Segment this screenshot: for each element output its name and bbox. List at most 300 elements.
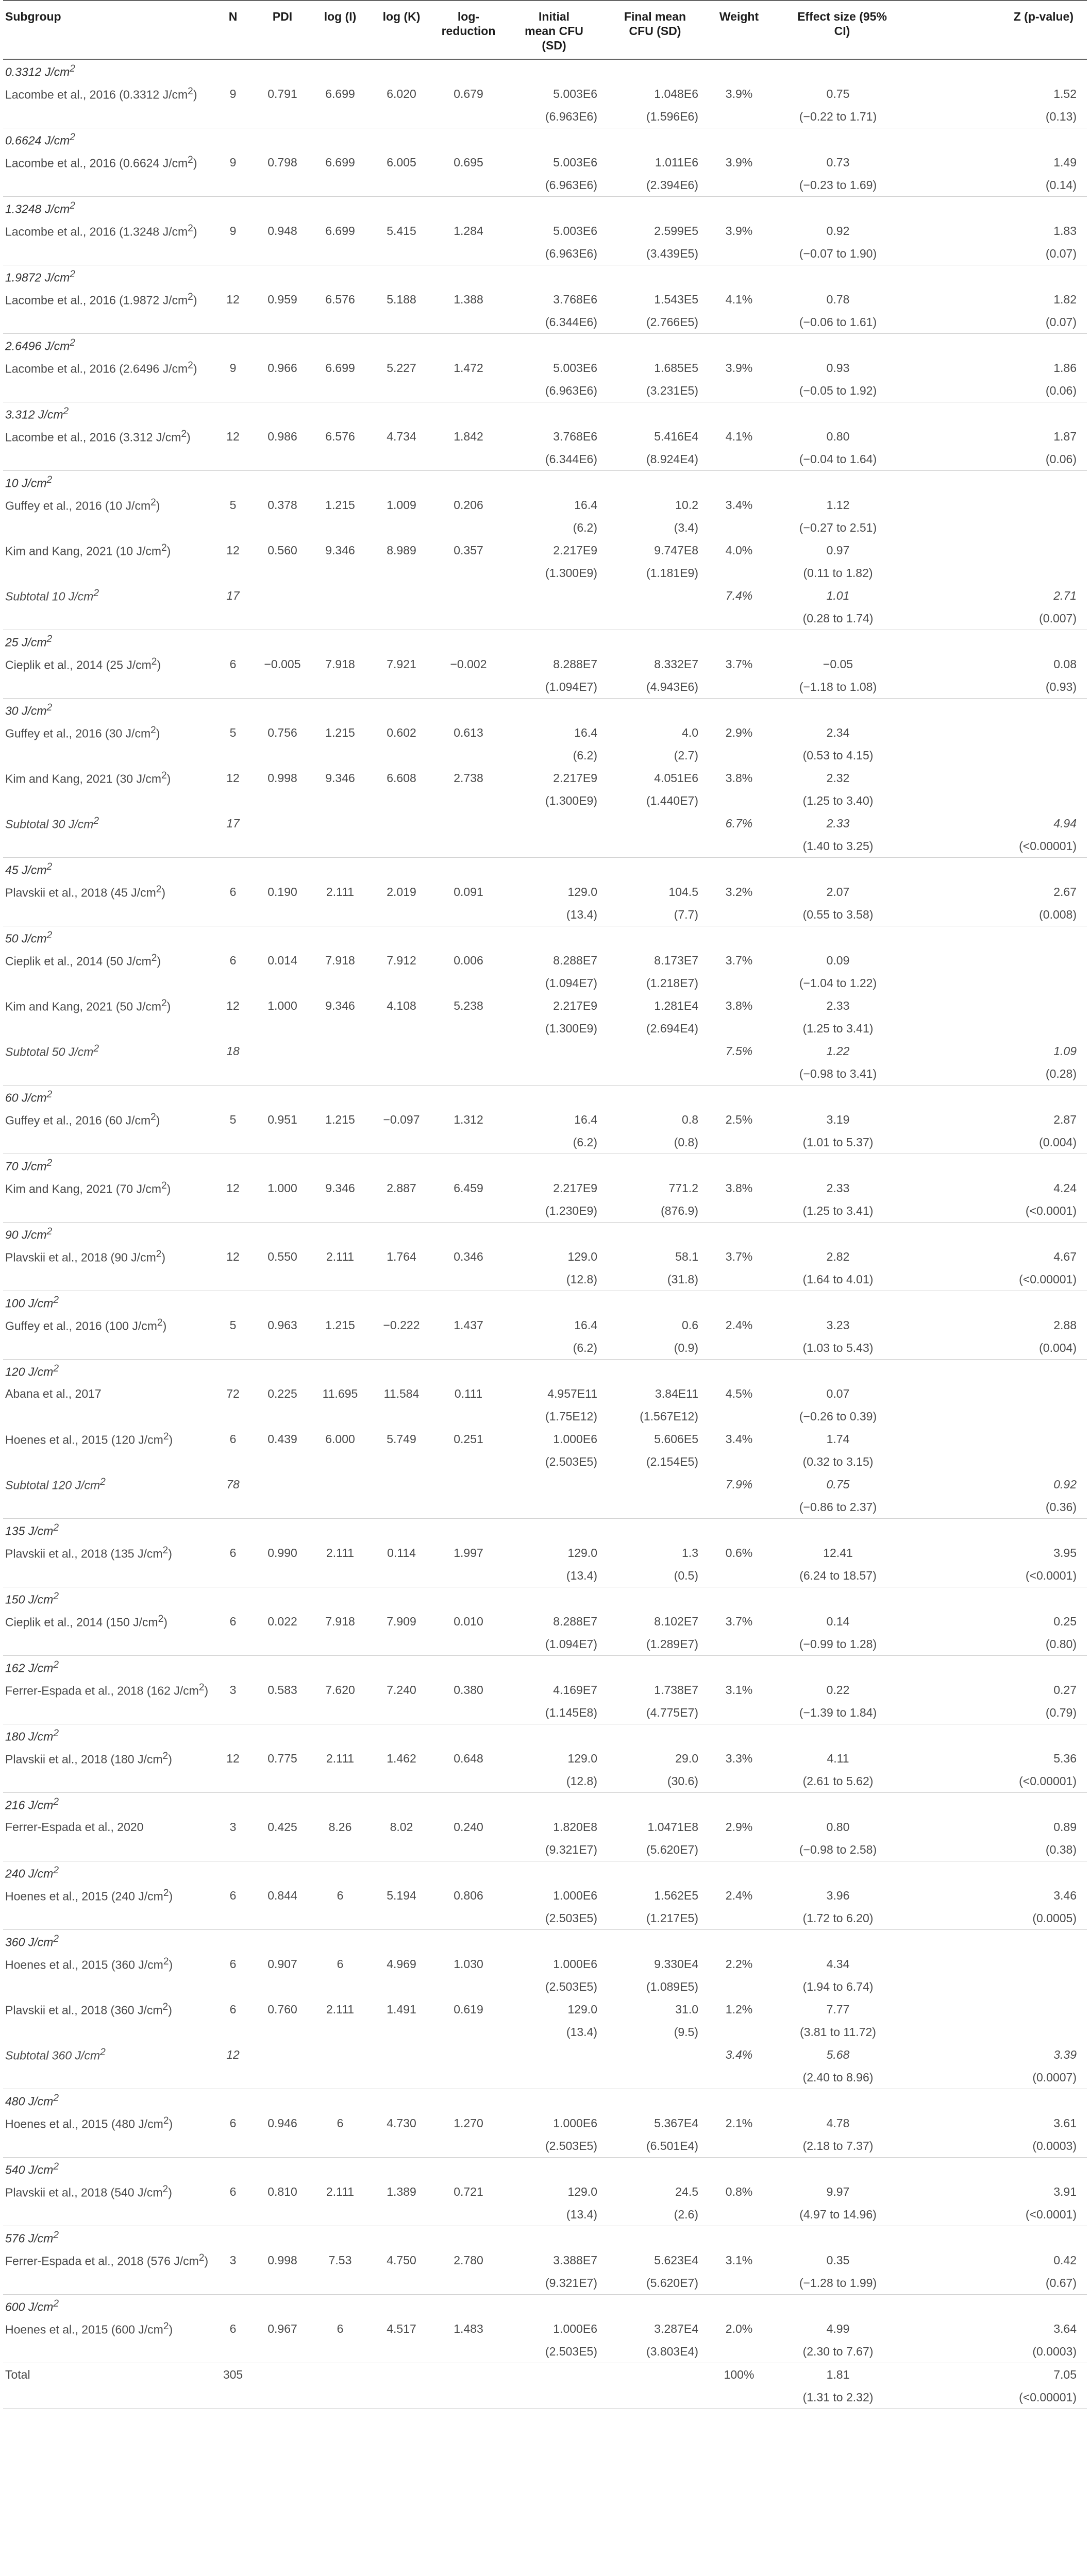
subgroup-label: 600 J/cm [5, 2300, 54, 2314]
cell-es: (1.25 to 3.40) [802, 794, 874, 808]
subgroup-cell [3, 1656, 212, 1679]
cell-ini [504, 584, 605, 607]
cell-pdi [254, 2134, 311, 2158]
cell-n: 6 [229, 2003, 237, 2016]
table-row [3, 2066, 1087, 2089]
subgroup-cell [3, 1610, 212, 1633]
closing-paren: ) [157, 954, 161, 968]
cell-pdi [254, 584, 311, 607]
table-row [3, 653, 1087, 675]
cell-ini: (2.503E5) [504, 1907, 605, 1930]
table-row [3, 1907, 1087, 1930]
cell-lk [370, 448, 433, 471]
subgroup-label: 2.6496 J/cm [5, 339, 70, 353]
cell-fin: (5.620E7) [605, 1838, 706, 1861]
empty-cell [212, 1223, 1087, 1246]
column-header: Initial mean CFU (SD) [504, 1, 605, 59]
cell-pdi: 0.967 [267, 2322, 297, 2336]
unit-superscript: 2 [188, 155, 193, 166]
cell-ini: (1.300E9) [545, 1022, 597, 1036]
cell-lk [370, 1017, 433, 1040]
cell-wt: 2.9% [725, 726, 753, 740]
cell-lr [433, 789, 504, 812]
subgroup-heading-row [3, 1291, 1087, 1314]
cell-fin: 58.1 [675, 1250, 698, 1264]
unit-superscript: 2 [53, 1591, 59, 1602]
closing-paren: ) [193, 156, 197, 170]
unit-superscript: 2 [150, 725, 156, 736]
cell-lr [433, 311, 504, 334]
table-row [3, 607, 1087, 630]
empty-cell [212, 1086, 1087, 1109]
cell-lr [433, 516, 504, 539]
cell-fin: 29.0 [675, 1752, 698, 1766]
empty-cell [212, 1154, 1087, 1177]
empty-cell [212, 1861, 1087, 1885]
cell-fin: (31.8) [605, 1268, 706, 1291]
subgroup-cell [3, 767, 212, 789]
cell-lr [433, 105, 504, 128]
cell-z: 1.82 [1053, 293, 1077, 307]
table-row [3, 1062, 1087, 1086]
cell-wt: 2.4% [725, 1889, 753, 1903]
subgroup-cell [3, 1040, 212, 1062]
table-row [3, 972, 1087, 994]
cell-li [311, 1450, 370, 1473]
table-row [3, 2317, 1087, 2340]
subgroup-label: Subtotal 10 J/cm [5, 589, 94, 603]
cell-n: 9 [229, 87, 237, 101]
cell-n [212, 174, 254, 197]
cell-ini: 8.288E7 [553, 657, 597, 671]
cell-fin [605, 2386, 706, 2409]
table-row [3, 219, 1087, 242]
cell-ini: (6.2) [573, 749, 597, 762]
cell-fin: 771.2 [668, 1181, 698, 1195]
cell-z [912, 1998, 1087, 2021]
cell-pdi: 0.225 [267, 1387, 297, 1401]
cell-lr [433, 835, 504, 858]
cell-pdi: 0.756 [267, 726, 297, 740]
subgroup-heading-row [3, 402, 1087, 426]
cell-li [311, 1131, 370, 1154]
cell-z [912, 721, 1087, 744]
table-row [3, 1382, 1087, 1405]
cell-z: 1.09 [1053, 1044, 1077, 1058]
cell-pdi [254, 1450, 311, 1473]
table-row [3, 744, 1087, 767]
cell-pdi: 0.791 [267, 87, 297, 101]
unit-superscript: 2 [93, 816, 99, 827]
subgroup-heading-row [3, 2158, 1087, 2181]
subgroup-cell [3, 607, 212, 630]
cell-pdi [254, 2340, 311, 2363]
cell-wt: 2.9% [725, 1820, 753, 1834]
subgroup-heading-row [3, 59, 1087, 82]
subgroup-label: Ferrer-Espada et al., 2018 (162 J/cm [5, 1684, 199, 1698]
cell-es: 3.96 [826, 1889, 850, 1903]
column-header: Subgroup [3, 1, 212, 59]
cell-pdi: 0.966 [267, 361, 297, 375]
table-row [3, 82, 1087, 105]
cell-z: 3.64 [1053, 2322, 1077, 2336]
subgroup-label: Guffey et al., 2016 (60 J/cm [5, 1113, 151, 1127]
cell-li: 7.620 [325, 1683, 355, 1697]
cell-li [311, 1770, 370, 1793]
cell-lk: −0.097 [383, 1113, 420, 1127]
closing-paren: ) [193, 88, 197, 101]
cell-li [311, 1838, 370, 1861]
unit-superscript: 2 [151, 656, 157, 668]
cell-li: 9.346 [325, 544, 355, 557]
subgroup-cell [3, 151, 212, 174]
cell-fin: 9.747E8 [654, 544, 698, 557]
subgroup-cell [3, 2180, 212, 2203]
cell-lk [370, 1473, 433, 1496]
empty-cell [212, 1656, 1087, 1679]
table-row [3, 1770, 1087, 1793]
cell-ini: 129.0 [567, 885, 597, 899]
cell-wt [706, 448, 773, 471]
subgroup-cell [3, 1816, 212, 1838]
subgroup-label: Cieplik et al., 2014 (25 J/cm [5, 658, 152, 672]
subgroup-cell [3, 699, 212, 722]
subgroup-label: 480 J/cm [5, 2094, 54, 2108]
cell-n [212, 1770, 254, 1793]
cell-lk [370, 2340, 433, 2363]
cell-ini: (6.963E6) [504, 379, 605, 402]
cell-li: 8.26 [328, 1820, 352, 1834]
cell-z: (<0.00001) [912, 1770, 1087, 1793]
subgroup-label: 360 J/cm [5, 1935, 54, 1949]
cell-wt [706, 2272, 773, 2295]
subgroup-label: Subtotal 50 J/cm [5, 1045, 94, 1059]
cell-es: 2.07 [826, 885, 850, 899]
cell-lr: 0.380 [454, 1683, 483, 1697]
cell-lr [433, 2386, 504, 2409]
unit-superscript: 2 [162, 2002, 169, 2013]
subgroup-label: Plavskii et al., 2018 (540 J/cm [5, 2185, 163, 2199]
cell-pdi [254, 1770, 311, 1793]
table-row [3, 288, 1087, 311]
subgroup-cell [3, 1496, 212, 1519]
unit-superscript: 2 [53, 2298, 59, 2310]
table-row [3, 174, 1087, 197]
subgroup-cell [3, 2340, 212, 2363]
subgroup-cell [3, 1473, 212, 1496]
table-row [3, 1177, 1087, 1199]
cell-z: (0.004) [912, 1131, 1087, 1154]
subgroup-cell [3, 1314, 212, 1336]
cell-wt [706, 562, 773, 584]
table-row [3, 1131, 1087, 1154]
cell-wt: 2.0% [725, 2322, 753, 2336]
closing-paren: ) [166, 772, 171, 786]
cell-ini: (1.75E12) [545, 1410, 597, 1423]
unit-superscript: 2 [53, 1728, 59, 1739]
subgroup-label: 1.3248 J/cm [5, 202, 70, 216]
subgroup-heading-row [3, 1154, 1087, 1177]
cell-n [212, 2340, 254, 2363]
subgroup-heading-row [3, 471, 1087, 494]
cell-pdi: 0.760 [267, 2003, 297, 2016]
cell-es: (1.25 to 3.41) [773, 1199, 912, 1223]
cell-ini [504, 1473, 605, 1496]
subgroup-label: 240 J/cm [5, 1867, 54, 1880]
subgroup-label: Plavskii et al., 2018 (180 J/cm [5, 1752, 163, 1766]
cell-lr [433, 744, 504, 767]
cell-li [311, 1017, 370, 1040]
cell-es: (−0.86 to 2.37) [773, 1496, 912, 1519]
cell-lk: 2.887 [387, 1181, 416, 1195]
cell-es: 2.82 [826, 1250, 850, 1264]
cell-fin: 1.011E6 [655, 156, 698, 170]
cell-wt: 4.5% [725, 1387, 753, 1401]
cell-lr: 0.206 [454, 498, 483, 512]
empty-cell [212, 2089, 1087, 2112]
subgroup-label: 540 J/cm [5, 2163, 54, 2177]
cell-fin: (1.181E9) [646, 566, 698, 580]
cell-fin: (2.766E5) [605, 311, 706, 334]
cell-lr [433, 1633, 504, 1656]
cell-lr [433, 1838, 504, 1861]
cell-lr [433, 1017, 504, 1040]
cell-es: 4.11 [827, 1752, 849, 1766]
unit-superscript: 2 [100, 1477, 106, 1488]
subgroup-label: 0.6624 J/cm [5, 133, 70, 147]
cell-n: 6 [229, 1615, 237, 1629]
cell-fin: 1.048E6 [654, 87, 698, 101]
column-header: log (K) [370, 1, 433, 59]
cell-wt: 4.0% [725, 544, 753, 557]
cell-n [212, 1131, 254, 1154]
cell-lr: 0.721 [454, 2185, 483, 2199]
cell-lk [370, 2272, 433, 2295]
cell-pdi: 0.014 [267, 954, 297, 968]
cell-z: 4.24 [1053, 1181, 1077, 1195]
subgroup-heading-row [3, 2295, 1087, 2318]
subgroup-heading-row [3, 1223, 1087, 1246]
cell-li: 6.699 [325, 361, 355, 375]
cell-lk: 5.227 [387, 361, 416, 375]
subgroup-cell [3, 1108, 212, 1131]
cell-lr [433, 675, 504, 699]
subgroup-label: Lacombe et al., 2016 (1.9872 J/cm [5, 293, 188, 307]
cell-wt [706, 242, 773, 265]
cell-lk: 1.389 [387, 2185, 416, 2199]
subgroup-cell [3, 1382, 212, 1405]
cell-ini: (2.503E5) [504, 2134, 605, 2158]
unit-superscript: 2 [53, 2093, 59, 2104]
cell-pdi [254, 1131, 311, 1154]
closing-paren: ) [161, 886, 166, 900]
table-header [3, 1, 1087, 59]
cell-fin: 31.0 [675, 2003, 698, 2016]
cell-es: (1.64 to 4.01) [773, 1268, 912, 1291]
cell-li [311, 903, 370, 926]
cell-pdi: 0.583 [267, 1683, 297, 1697]
cell-li: 1.215 [325, 498, 355, 512]
cell-z [912, 539, 1087, 562]
subgroup-cell [3, 835, 212, 858]
cell-pdi [254, 744, 311, 767]
cell-pdi: 0.998 [267, 2253, 297, 2267]
cell-fin: 5.416E4 [654, 430, 698, 444]
cell-lr [433, 379, 504, 402]
cell-fin [605, 2363, 706, 2386]
cell-ini: 16.4 [574, 498, 597, 512]
cell-z [912, 744, 1087, 767]
cell-es: (2.61 to 5.62) [773, 1770, 912, 1793]
subgroup-cell [3, 2249, 212, 2272]
cell-es: (1.40 to 3.25) [773, 835, 912, 858]
cell-li: 2.111 [326, 2185, 355, 2199]
table-row [3, 1108, 1087, 1131]
cell-lr [433, 1770, 504, 1793]
cell-ini: (6.2) [504, 1336, 605, 1360]
table-row [3, 584, 1087, 607]
cell-pdi [254, 1268, 311, 1291]
cell-pdi [254, 2386, 311, 2409]
cell-pdi [254, 2021, 311, 2043]
cell-ini [504, 2066, 605, 2089]
cell-lk: 5.749 [387, 1432, 416, 1446]
cell-fin: (1.567E12) [640, 1410, 698, 1423]
cell-n: 6 [229, 1957, 237, 1971]
cell-lr [433, 1268, 504, 1291]
closing-paren: ) [193, 293, 197, 307]
subgroup-cell [3, 721, 212, 744]
cell-pdi: 0.439 [267, 1432, 297, 1446]
subgroup-cell [3, 2272, 212, 2295]
cell-li [311, 379, 370, 402]
table-row [3, 2340, 1087, 2363]
cell-wt [706, 516, 773, 539]
cell-li: 1.215 [325, 1318, 355, 1332]
closing-paren: ) [157, 658, 161, 672]
cell-wt [706, 105, 773, 128]
table-row [3, 357, 1087, 379]
cell-lr [433, 1405, 504, 1428]
closing-paren: ) [156, 499, 160, 513]
subgroup-cell [3, 2363, 212, 2386]
unit-superscript: 2 [46, 634, 53, 645]
cell-lk: 7.912 [387, 954, 416, 968]
cell-fin: (2.694E4) [646, 1022, 698, 1036]
empty-cell [212, 2158, 1087, 2181]
cell-wt: 2.5% [725, 1113, 753, 1127]
cell-li: 2.111 [326, 2003, 355, 2016]
cell-ini: (6.2) [504, 1131, 605, 1154]
cell-n: 5 [229, 726, 237, 740]
cell-lk: 11.584 [383, 1387, 420, 1401]
cell-lk [370, 2043, 433, 2066]
cell-wt [706, 1199, 773, 1223]
subgroup-label: Guffey et al., 2016 (10 J/cm [5, 499, 151, 513]
cell-wt [706, 1633, 773, 1656]
cell-fin: 4.051E6 [654, 771, 698, 785]
subgroup-cell [3, 2226, 212, 2249]
cell-lk [370, 607, 433, 630]
cell-pdi [254, 1473, 311, 1496]
cell-li [311, 2134, 370, 2158]
cell-li: 6 [337, 2322, 344, 2336]
cell-lr [433, 1907, 504, 1930]
cell-n: 9 [229, 224, 237, 238]
cell-es: (−0.23 to 1.69) [773, 174, 912, 197]
cell-pdi: 1.000 [267, 1181, 297, 1195]
subgroup-cell [3, 2295, 212, 2318]
cell-ini [504, 1062, 605, 1086]
cell-lr: 0.251 [454, 1432, 483, 1446]
subgroup-cell [3, 59, 212, 82]
cell-n [212, 744, 254, 767]
cell-wt [706, 1975, 773, 1998]
table-row [3, 2043, 1087, 2066]
cell-lr: 0.619 [454, 2003, 483, 2016]
cell-pdi: 0.378 [267, 498, 297, 512]
cell-fin: (30.6) [605, 1770, 706, 1793]
subgroup-cell [3, 1679, 212, 1701]
table-row [3, 1564, 1087, 1587]
cell-ini: 16.4 [574, 1113, 597, 1127]
cell-n: 6 [229, 885, 237, 899]
cell-n [212, 1838, 254, 1861]
cell-lr: 0.111 [454, 1387, 483, 1401]
cell-fin [605, 584, 706, 607]
cell-ini [504, 812, 605, 835]
cell-wt: 4.1% [725, 293, 753, 307]
empty-cell [212, 1724, 1087, 1748]
cell-wt [706, 1907, 773, 1930]
cell-z: (<0.00001) [912, 2386, 1087, 2409]
unit-superscript: 2 [53, 1363, 59, 1375]
table-row [3, 2249, 1087, 2272]
table-row [3, 903, 1087, 926]
table-row [3, 2112, 1087, 2134]
subgroup-cell [3, 1838, 212, 1861]
cell-pdi [254, 174, 311, 197]
cell-z: (0.0003) [912, 2134, 1087, 2158]
table-row [3, 1245, 1087, 1268]
table-row [3, 767, 1087, 789]
cell-fin: 5.623E4 [654, 2253, 698, 2267]
cell-lr: 0.679 [454, 87, 483, 101]
cell-z: 3.46 [1053, 1889, 1077, 1903]
subgroup-cell [3, 1907, 212, 1930]
cell-z [912, 972, 1087, 994]
subgroup-cell [3, 379, 212, 402]
empty-cell [212, 265, 1087, 289]
unit-superscript: 2 [53, 1865, 59, 1876]
cell-wt [706, 2021, 773, 2043]
table-row [3, 1405, 1087, 1428]
unit-superscript: 2 [46, 474, 53, 486]
cell-z: 1.87 [1053, 430, 1077, 444]
table-row [3, 425, 1087, 448]
cell-ini: 8.288E7 [553, 954, 597, 968]
unit-superscript: 2 [70, 200, 75, 212]
cell-li [311, 1040, 370, 1062]
cell-li: 2.111 [326, 1752, 355, 1766]
cell-z: 2.88 [1053, 1318, 1077, 1332]
subgroup-cell [3, 174, 212, 197]
subgroup-cell [3, 402, 212, 426]
cell-lr [433, 584, 504, 607]
cell-wt [706, 379, 773, 402]
cell-lr: 0.357 [454, 544, 483, 557]
table-row [3, 242, 1087, 265]
